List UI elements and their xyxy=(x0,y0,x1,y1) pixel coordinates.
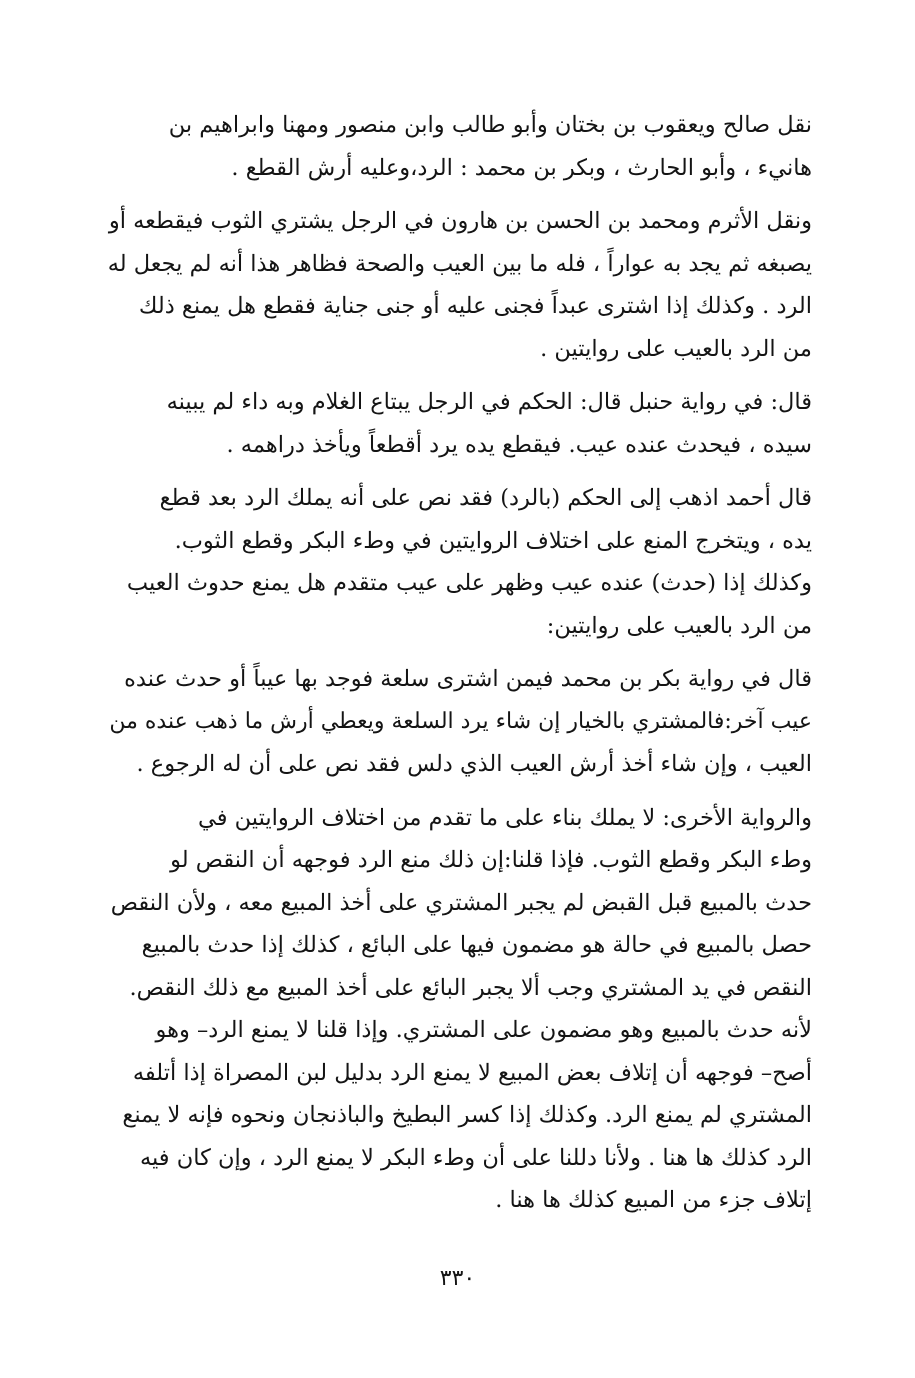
text-line: ونقل الأثرم ومحمد بن الحسن بن هارون في الرجل يشتري الثوب فيقطعه أو xyxy=(108,208,812,234)
text-line: المشتري لم يمنع الرد. وكذلك إذا كسر البطيخ والباذنجان ونحوه فإنه لا يمنع xyxy=(122,1102,812,1128)
text-line: حصل بالمبيع في حالة هو مضمون فيها على البائع ، كذلك إذا حدث بالمبيع xyxy=(141,932,812,958)
paragraph-4 xyxy=(100,477,812,647)
paragraph-1 xyxy=(100,104,812,189)
page-number: ٣٣٠ xyxy=(439,1266,476,1291)
text-line: والرواية الأخرى: لا يملك بناء على ما تقدم من اختلاف الروايتين في xyxy=(197,804,812,831)
text-line: الرد . وكذلك إذا اشترى عبداً فجنى عليه أو جنى جناية فقطع هل يمنع ذلك xyxy=(138,293,812,319)
text-line: إتلاف جزء من المبيع كذلك ها هنا . xyxy=(495,1187,812,1213)
text-line: أصح– فوجهه أن إتلاف بعض المبيع لا يمنع الرد بدليل لبن المصراة إذا أتلفه xyxy=(132,1059,812,1086)
text-line: الرد كذلك ها هنا . ولأنا دللنا على أن وطء البكر لا يمنع الرد ، وإن كان فيه xyxy=(139,1144,812,1171)
paragraph-5 xyxy=(100,658,812,786)
paragraph-3 xyxy=(100,381,812,466)
text-line: النقص في يد المشتري وجب ألا يجبر البائع على أخذ المبيع مع ذلك النقص. xyxy=(129,974,812,1001)
text-line: من الرد بالعيب على روايتين . xyxy=(540,335,812,362)
text-line: سيده ، فيحدث عنده عيب. فيقطع يده يرد أقطعاً ويأخذ دراهمه . xyxy=(226,431,812,458)
text-line: من الرد بالعيب على روايتين: xyxy=(546,612,812,639)
text-line: قال أحمد اذهب إلى الحكم (بالرد) فقد نص على أنه يملك الرد بعد قطع xyxy=(159,485,812,511)
page-body-text xyxy=(100,104,812,1233)
text-line: عيب آخر:فالمشتري بالخيار إن شاء يرد السلعة ويعطي أرش ما ذهب عنده من xyxy=(109,708,812,734)
text-line: وكذلك إذا (حدث) عنده عيب وظهر على عيب متقدم هل يمنع حدوث العيب xyxy=(126,570,812,596)
text-line: وطء البكر وقطع الثوب. فإذا قلنا:إن ذلك منع الرد فوجهه أن النقص لو xyxy=(170,847,812,873)
text-line: العيب ، وإن شاء أخذ أرش العيب الذي دلس فقد نص على أن له الرجوع . xyxy=(136,751,812,777)
text-line: حدث بالمبيع قبل القبض لم يجبر المشتري على أخذ المبيع معه ، ولأن النقص xyxy=(110,889,812,916)
text-line: هانيء ، وأبو الحارث ، وبكر بن محمد : الرد،وعليه أرش القطع . xyxy=(231,154,812,181)
text-line: نقل صالح ويعقوب بن بختان وأبو طالب وابن منصور ومهنا وابراهيم بن xyxy=(168,112,812,138)
paragraph-6 xyxy=(100,797,812,1222)
text-line: يده ، ويتخرج المنع على اختلاف الروايتين في وطء البكر وقطع الثوب. xyxy=(174,527,812,554)
text-line: قال في رواية بكر بن محمد فيمن اشترى سلعة فوجد بها عيباً أو حدث عنده xyxy=(124,666,812,692)
paragraph-2 xyxy=(100,200,812,370)
text-line: لأنه حدث بالمبيع وهو مضمون على المشتري. وإذا قلنا لا يمنع الرد– وهو xyxy=(155,1017,812,1043)
text-line: يصبغه ثم يجد به عواراً ، فله ما بين العيب والصحة فظاهر هذا أنه لم يجعل له xyxy=(107,250,812,277)
text-line: قال: في رواية حنبل قال: الحكم في الرجل يبتاع الغلام وبه داء لم يبينه xyxy=(166,389,812,415)
